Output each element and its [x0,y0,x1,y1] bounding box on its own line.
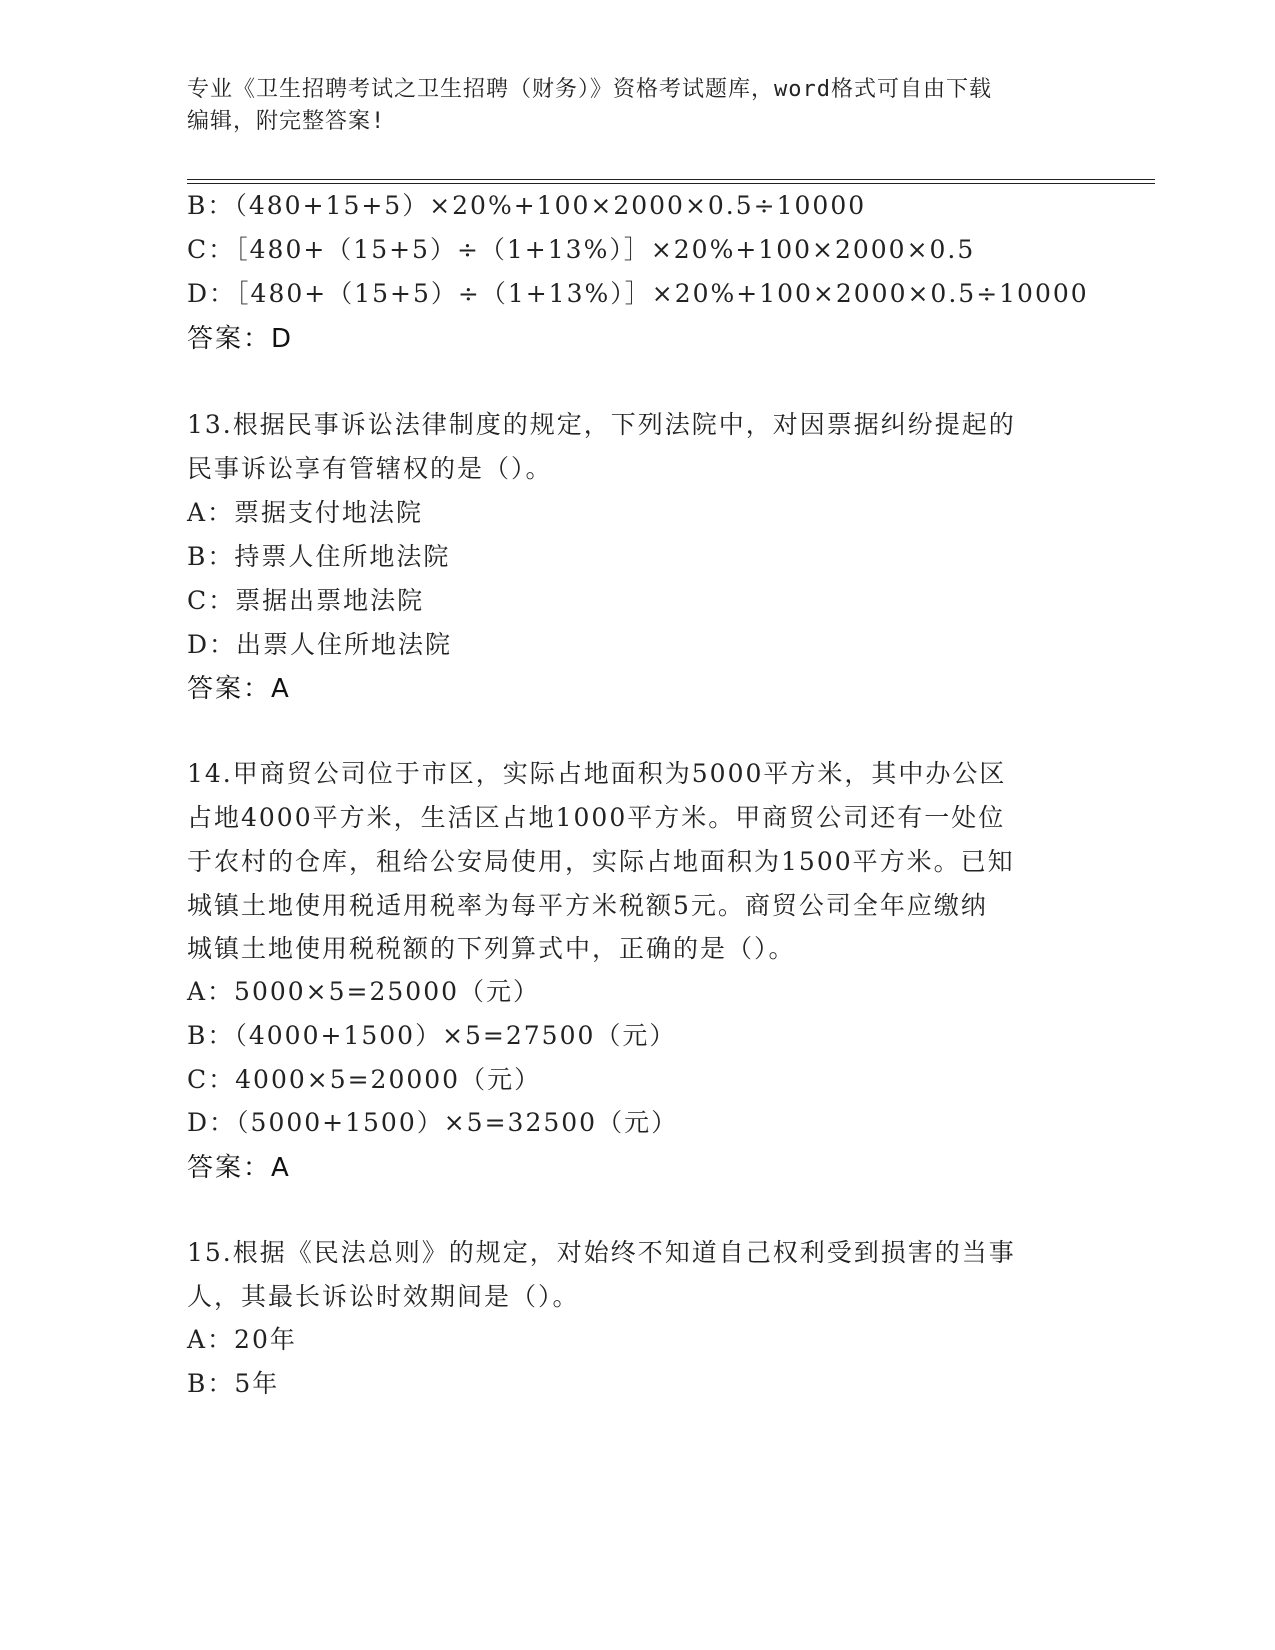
q12-answer: 答案：D [187,324,294,354]
header-line-1: 专业《卫生招聘考试之卫生招聘（财务）》资格考试题库，word格式可自由下载 [187,77,992,102]
q14-stem-line-3: 于农村的仓库，租给公安局使用，实际占地面积为1500平方米。已知 [187,847,1015,876]
q13-option-a: A：票据支付地法院 [187,498,424,527]
q12-option-d: D：［480+（15+5）÷（1+13%）］×20%+100×2000×0.5÷10000 [187,279,1089,308]
q14-option-a: A：5000×5=25000（元） [187,977,541,1006]
q12-option-b: B：（480+15+5）×20%+100×2000×0.5÷10000 [187,191,867,220]
document-header [187,74,1107,138]
q15-stem-line-1: 15.根据《民法总则》的规定，对始终不知道自己权利受到损害的当事 [187,1238,1016,1267]
q13-option-d: D：出票人住所地法院 [187,630,453,659]
q14-option-c: C：4000×5=20000（元） [187,1065,542,1094]
q14-stem-line-4: 城镇土地使用税适用税率为每平方米税额5元。商贸公司全年应缴纳 [187,891,988,920]
q15-option-b: B：5年 [187,1369,280,1398]
q13-stem-line-1: 13.根据民事诉讼法律制度的规定，下列法院中，对因票据纠纷提起的 [187,410,1016,439]
q13-answer: 答案：A [187,674,291,704]
q13-option-c: C：票据出票地法院 [187,586,425,615]
q13-stem-line-2: 民事诉讼享有管辖权的是（）。 [187,454,553,483]
q12-option-c: C：［480+（15+5）÷（1+13%）］×20%+100×2000×0.5 [187,235,976,264]
q14-option-d: D：（5000+1500）×5=32500（元） [187,1108,679,1137]
q14-stem-line-1: 14.甲商贸公司位于市区，实际占地面积为5000平方米，其中办公区 [187,759,1007,788]
q14-stem-line-2: 占地4000平方米，生活区占地1000平方米。甲商贸公司还有一处位 [187,803,1006,832]
q14-option-b: B：（4000+1500）×5=27500（元） [187,1021,677,1050]
q15-option-a: A：20年 [187,1325,297,1354]
q14-stem-line-5: 城镇土地使用税税额的下列算式中，正确的是（）。 [187,934,796,963]
q13-option-b: B：持票人住所地法院 [187,542,451,571]
q15-stem-line-2: 人，其最长诉讼时效期间是（）。 [187,1282,580,1311]
q14-answer: 答案：A [187,1153,291,1183]
header-line-2: 编辑，附完整答案! [187,109,386,134]
header-divider-top [187,179,1155,180]
header-divider-bottom [187,183,1155,184]
